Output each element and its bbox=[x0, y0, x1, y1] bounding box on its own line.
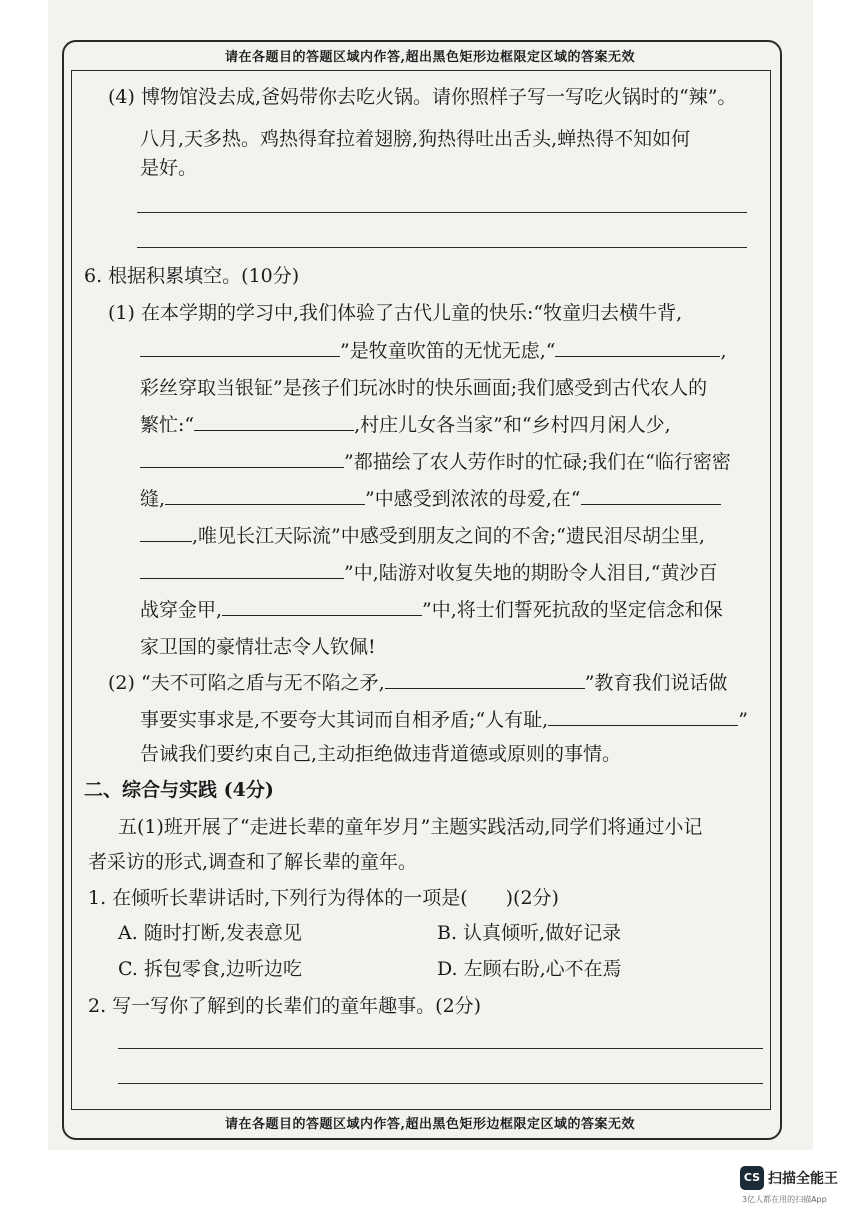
option-a: A. 随时打断,发表意见 bbox=[118, 922, 302, 944]
q6-p1-line9: 战穿金甲, ”中,将士们誓死抗敌的坚定信念和保 bbox=[140, 599, 723, 621]
camscanner-logo-icon: CS bbox=[740, 1166, 764, 1190]
option-b: B. 认真倾听,做好记录 bbox=[437, 922, 622, 944]
q6-p2-line2: 事要实事求是,不要夸大其词而自相矛盾;“人有耻, ” bbox=[140, 709, 748, 731]
q6-p1-line4: 繁忙:“ ,村庄儿女各当家”和“乡村四月闲人少, bbox=[140, 414, 671, 436]
fill-blank[interactable] bbox=[555, 338, 720, 357]
s2-q1: 1. 在倾听长辈讲话时,下列行为得体的一项是( )(2分) bbox=[88, 887, 559, 909]
q6-p1-line10: 家卫国的豪情壮志令人钦佩! bbox=[140, 636, 376, 658]
q6-p1-line2: ”是牧童吹笛的无忧无虑,“ , bbox=[140, 338, 727, 364]
answer-area-border bbox=[71, 70, 771, 1110]
section2-heading: 二、综合与实践 (4分) bbox=[84, 779, 274, 801]
section2-intro-line2: 者采访的形式,调查和了解长辈的童年。 bbox=[88, 851, 418, 873]
fill-blank[interactable] bbox=[385, 670, 585, 689]
fill-blank[interactable] bbox=[140, 523, 192, 542]
q6-p2-line1: (2) “夫不可陷之盾与无不陷之矛, ”教育我们说话做 bbox=[108, 672, 728, 694]
bottom-notice: 请在各题目的答题区域内作答,超出黑色矩形边框限定区域的答案无效 bbox=[224, 1117, 636, 1132]
q6-p1-line5: ”都描绘了农人劳作时的忙碌;我们在“临行密密 bbox=[140, 449, 731, 475]
answer-line[interactable] bbox=[137, 247, 747, 248]
option-d: D. 左顾右盼,心不在焉 bbox=[437, 958, 622, 980]
q6-p1-line7: ,唯见长江天际流”中感受到朋友之间的不舍;“遗民泪尽胡尘里, bbox=[140, 523, 705, 549]
q6-p1-line8: ”中,陆游对收复失地的期盼令人泪目,“黄沙百 bbox=[140, 560, 718, 586]
q6-p2-line3: 告诫我们要约束自己,主动拒绝做违背道德或原则的事情。 bbox=[140, 743, 622, 765]
section2-intro-line1: 五(1)班开展了“走进长辈的童年岁月”主题实践活动,同学们将通过小记 bbox=[118, 816, 703, 838]
q6-p1-line6: 缝, ”中感受到浓浓的母爱,在“ bbox=[140, 486, 721, 512]
fill-blank[interactable] bbox=[140, 338, 340, 357]
answer-line[interactable] bbox=[137, 212, 747, 213]
q6-p1-line1: (1) 在本学期的学习中,我们体验了古代儿童的快乐:“牧童归去横牛背, bbox=[108, 302, 683, 324]
watermark-tagline: 3亿人都在用的扫描App bbox=[742, 1195, 827, 1204]
fill-blank[interactable] bbox=[548, 707, 738, 726]
fill-blank[interactable] bbox=[581, 486, 721, 505]
s2-q2: 2. 写一写你了解到的长辈们的童年趣事。(2分) bbox=[88, 995, 482, 1017]
answer-line[interactable] bbox=[118, 1083, 763, 1084]
q6-p1-line3: 彩丝穿取当银钲”是孩子们玩冰时的快乐画面;我们感受到古代农人的 bbox=[140, 377, 708, 399]
fill-blank[interactable] bbox=[140, 449, 344, 468]
q4-example-line2: 是好。 bbox=[140, 157, 198, 179]
option-c: C. 拆包零食,边听边吃 bbox=[118, 958, 302, 980]
watermark-brand: 扫描全能王 bbox=[768, 1171, 838, 1187]
top-notice: 请在各题目的答题区域内作答,超出黑色矩形边框限定区域的答案无效 bbox=[224, 50, 636, 65]
fill-blank[interactable] bbox=[140, 560, 344, 579]
fill-blank[interactable] bbox=[165, 486, 365, 505]
fill-blank[interactable] bbox=[194, 412, 354, 431]
q6-heading: 6. 根据积累填空。(10分) bbox=[84, 265, 300, 287]
fill-blank[interactable] bbox=[222, 597, 422, 616]
q4-example-line1: 八月,天多热。鸡热得耷拉着翅膀,狗热得吐出舌头,蝉热得不知如何 bbox=[140, 128, 691, 150]
answer-line[interactable] bbox=[118, 1048, 763, 1049]
q4-prompt: (4) 博物馆没去成,爸妈带你去吃火锅。请你照样子写一写吃火锅时的“辣”。 bbox=[108, 86, 737, 108]
